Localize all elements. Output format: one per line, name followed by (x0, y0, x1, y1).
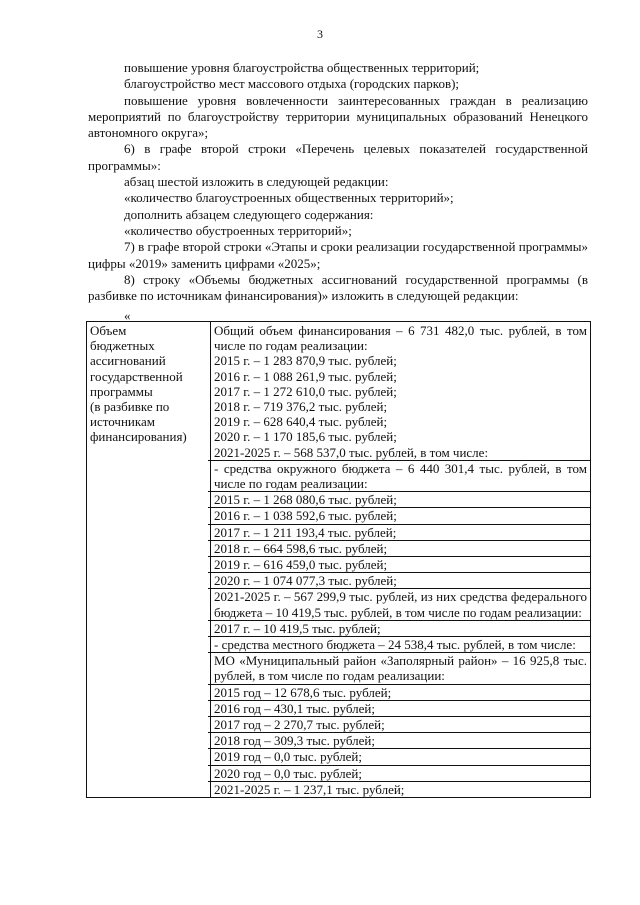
funding-line: 2018 г. – 664 598,6 тыс. рублей; (208, 540, 590, 556)
funding-line: 2020 г. – 1 170 185,6 тыс. рублей; (214, 429, 397, 445)
paragraph: «количество обустроенных территорий»; (124, 222, 352, 238)
funding-line: 2021-2025 г. – 567 299,9 тыс. рублей, из них средства федерального бюджета – 10 419,5 тыс. рублей, в том числе по годам реализации: (208, 588, 590, 619)
document-body (88, 60, 588, 304)
label-line: бюджетных (90, 338, 155, 354)
funding-line: 2020 год – 0,0 тыс. рублей; (208, 765, 590, 781)
table-row (87, 322, 591, 798)
funding-table (86, 321, 591, 798)
funding-line: 2015 г. – 1 283 870,9 тыс. рублей; (214, 353, 397, 369)
paragraph: повышение уровня вовлеченности заинтересованных граждан в реализацию мероприятий по благоустройству территории муниципальных образований Ненецкого автономного округа»; (88, 92, 588, 141)
funding-line: 2016 г. – 1 038 592,6 тыс. рублей; (208, 507, 590, 523)
funding-line: 2017 г. – 1 211 193,4 тыс. рублей; (208, 524, 590, 540)
funding-line: 2019 г. – 616 459,0 тыс. рублей; (208, 556, 590, 572)
table-cell-funding (211, 322, 591, 798)
label-line: ассигнований (90, 353, 166, 369)
opening-quote: « (124, 308, 131, 323)
label-line: финансирования) (90, 429, 187, 445)
label-line: (в разбивке по (90, 399, 170, 415)
funding-line: 2020 г. – 1 074 077,3 тыс. рублей; (208, 572, 590, 588)
paragraph: 6) в графе второй строки «Перечень целевых показателей государственной программы»: (88, 141, 588, 173)
label-line: программы (90, 383, 153, 399)
paragraph: повышение уровня благоустройства общественных территорий; (124, 60, 480, 75)
funding-line: Общий объем финансирования – 6 731 482,0 тыс. рублей, в том числе по годам реализации: (214, 323, 587, 354)
label-line: источникам (90, 414, 155, 430)
funding-line: 2015 г. – 1 268 080,6 тыс. рублей; (208, 491, 590, 507)
funding-line: 2021-2025 г. – 568 537,0 тыс. рублей, в том числе: (214, 444, 489, 460)
paragraph: 7) в графе второй строки «Этапы и сроки реализации государственной программы» цифры «2019» заменить цифрами «2025»; (88, 239, 588, 271)
funding-line: 2017 г. – 10 419,5 тыс. рублей; (208, 620, 590, 636)
funding-line: 2019 г. – 628 640,4 тыс. рублей; (214, 414, 388, 430)
funding-line: 2017 год – 2 270,7 тыс. рублей; (208, 716, 590, 732)
paragraph: абзац шестой изложить в следующей редакции: (124, 174, 389, 190)
funding-line: - средства окружного бюджета – 6 440 301,4 тыс. рублей, в том числе по годам реализации: (208, 460, 590, 491)
funding-line: 2021-2025 г. – 1 237,1 тыс. рублей; (208, 781, 590, 797)
paragraph: благоустройство мест массового отдыха (городских парков); (124, 76, 460, 92)
funding-line: МО «Муниципальный район «Заполярный район» – 16 925,8 тыс. рублей, в том числе по годам реализации: (208, 652, 590, 683)
funding-line: 2017 г. – 1 272 610,0 тыс. рублей; (214, 383, 397, 399)
funding-line: 2016 г. – 1 088 261,9 тыс. рублей; (214, 368, 397, 384)
label-line: Объем (90, 323, 127, 338)
funding-line: - средства местного бюджета – 24 538,4 тыс. рублей, в том числе: (208, 636, 590, 652)
funding-line: 2018 год – 309,3 тыс. рублей; (208, 732, 590, 748)
page-number: 3 (317, 27, 323, 41)
table-cell-label (87, 322, 211, 798)
paragraph: 8) строку «Объемы бюджетных ассигнований государственной программы (в разбивке по источникам финансирования)» изложить в следующей редакции: (88, 271, 588, 304)
paragraph: «количество благоустроенных общественных территорий»; (124, 190, 454, 206)
funding-line: 2019 год – 0,0 тыс. рублей; (208, 748, 590, 764)
funding-line: 2015 год – 12 678,6 тыс. рублей; (208, 684, 590, 700)
label-line: государственной (90, 368, 183, 384)
funding-line: 2016 год – 430,1 тыс. рублей; (208, 700, 590, 716)
funding-line: 2018 г. – 719 376,2 тыс. рублей; (214, 399, 388, 415)
paragraph: дополнить абзацем следующего содержания: (124, 206, 374, 222)
